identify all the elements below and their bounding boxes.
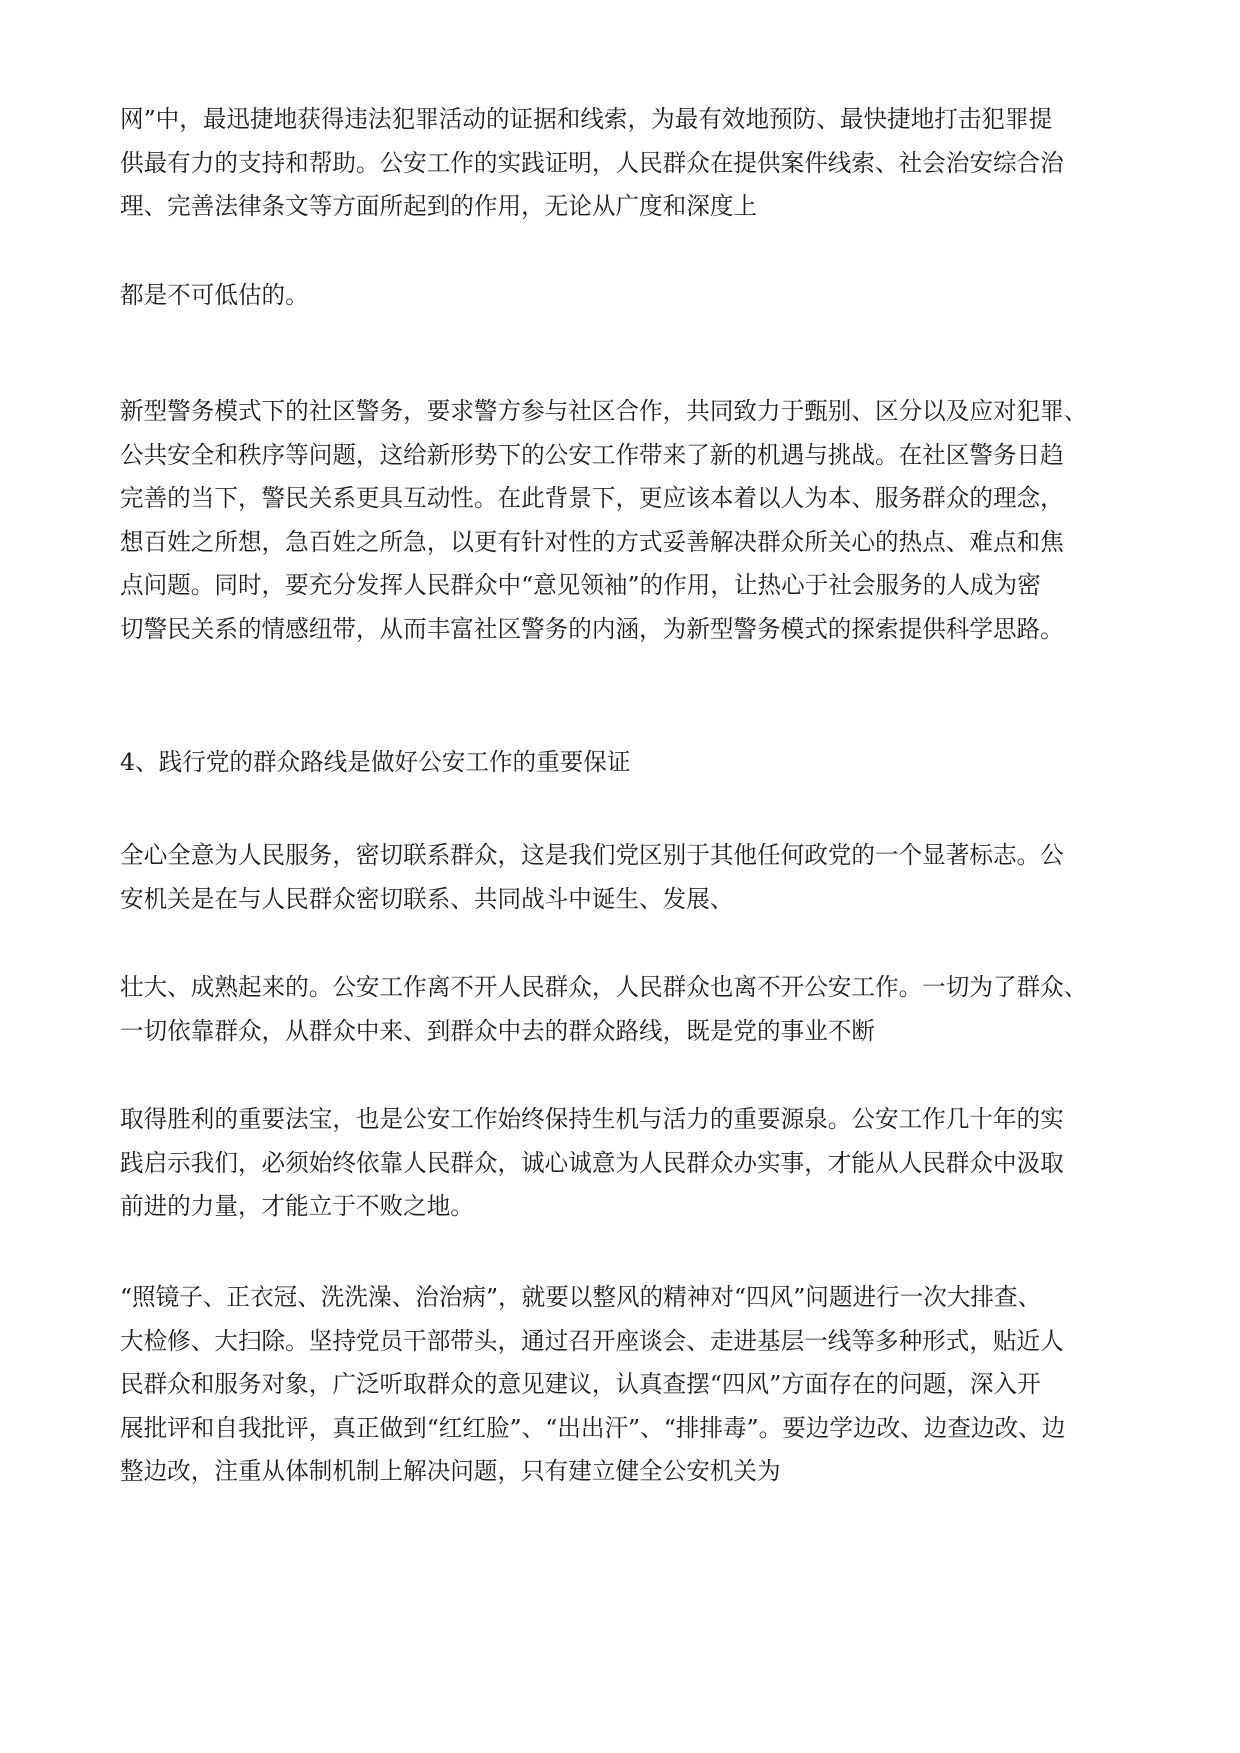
paragraph-4 [120,834,1132,921]
text-line: 取得胜利的重要法宝，也是公安工作始终保持生机与活力的重要源泉。公安工作几十年的实 [120,1105,1064,1133]
text-line: 公共安全和秩序等问题，这给新形势下的公安工作带来了新的机遇与挑战。在社区警务日趋 [120,440,1064,469]
text-line: 供最有力的支持和帮助。公安工作的实践证明，人民群众在提供案件线索、社会治安综合治 [120,148,1064,177]
text-line: 展批评和自我批评，真正做到“红红脸”、“出出汗”、“排排毒”。要边学边改、边查边改、边 [120,1413,1066,1442]
text-line: 大检修、大扫除。坚持党员干部带头，通过召开座谈会、走进基层一线等多种形式，贴近人 [120,1326,1064,1355]
text-line: 壮大、成熟起来的。公安工作离不开人民群众，人民群众也离不开公安工作。一切为了群众、 [120,973,1088,1001]
text-line: 切警民关系的情感纽带，从而丰富社区警务的内涵，为新型警务模式的探索提供科学思路。 [120,614,1064,643]
text-line: 新型警务模式下的社区警务，要求警方参与社区合作，共同致力于甄别、区分以及应对犯罪、 [120,397,1088,425]
text-line: 践启示我们，必须始终依靠人民群众，诚心诚意为人民群众办实事，才能从人民群众中汲取 [120,1148,1064,1177]
text-line: “照镜子、正衣冠、洗洗澡、治治病”，就要以整风的精神对“四风”问题进行一次大排查、 [120,1283,1042,1311]
paragraph-5 [120,966,1132,1053]
text-line: 想百姓之所想，急百姓之所急，以更有针对性的方式妥善解决群众所关心的热点、难点和焦 [120,527,1064,556]
text-line: 整边改，注重从体制机制上解决问题，只有建立健全公安机关为 [120,1457,781,1485]
text-line: 理、完善法律条文等方面所起到的作用，无论从广度和深度上 [120,192,758,220]
text-line: 都是不可低估的。 [120,281,309,309]
paragraph-7 [120,1276,1132,1494]
paragraph-2 [120,274,1132,318]
text-line: 点问题。同时，要充分发挥人民群众中“意见领袖”的作用，让热心于社会服务的人成为密 [120,571,1041,599]
text-line: 全心全意为人民服务，密切联系群众，这是我们党区别于其他任何政党的一个显著标志。公 [120,841,1064,869]
text-line: 安机关是在与人民群众密切联系、共同战斗中诞生、发展、 [120,884,734,913]
text-line: 前进的力量，才能立于不败之地。 [120,1192,474,1220]
text-line: 完善的当下，警民关系更具互动性。在此背景下，更应该本着以人为本、服务群众的理念， [120,484,1064,512]
paragraph-1 [120,98,1132,229]
text-line: 一切依靠群众，从群众中来、到群众中去的群众路线，既是党的事业不断 [120,1016,875,1045]
paragraph-3 [120,390,1132,651]
text-line: 网”中，最迅捷地获得违法犯罪活动的证据和线索，为最有效地预防、最快捷地打击犯罪提 [120,105,1053,133]
text-line: 4、践行党的群众路线是做好公安工作的重要保证 [120,748,631,776]
text-line: 民群众和服务对象，广泛听取群众的意见建议，认真查摆“四风”方面存在的问题，深入开 [120,1370,1041,1398]
paragraph-6 [120,1098,1132,1229]
section-heading [120,741,1132,785]
